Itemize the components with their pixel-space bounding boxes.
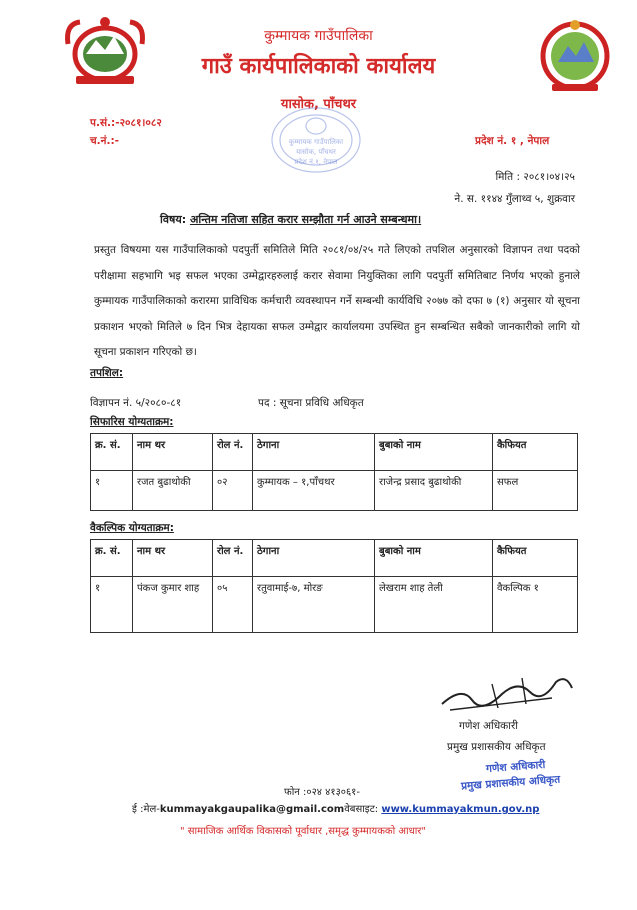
table-header-row bbox=[91, 540, 578, 577]
recommended-table bbox=[90, 433, 578, 511]
website-label: वेबसाइट: bbox=[344, 804, 379, 815]
alternate-heading: वैकल्पिक योग्यताक्रम: bbox=[90, 522, 174, 534]
reference-number: प.सं.:-२०८१।०८२ bbox=[90, 117, 162, 129]
notice-paragraph: प्रस्तुत विषयमा यस गाउँपालिकाको पदपुर्ती समितिले मिति २०८१/०४/२५ गते लिएको तपशिल अनुसारको विज्ञापन तथा पदको परीक्षामा सहभागि भइ सफल भएका उम्मेद्वारहरुलाई करार सेवामा नियुक्तिका लागि पदपुर्ती समितिबाट निर्णय भएको हुनाले कुम्मायक गाउँपालिकाको करारमा प्राविधिक कर्मचारी व्यवस्थापन गर्ने सम्बन्धी कार्यविधि २०७७ को दफा ७ (१) अनुसार यो सूचना प्रकाशन भएको मितिले ७ दिन भित्र देहायका सफल उम्मेद्वार कार्यालयमा उपस्थित हुन सम्बन्धित सबैको जानकारीको लागि यो सूचना प्रकाशन गरिएको छ। bbox=[94, 244, 580, 358]
header-cell: कैफियत bbox=[493, 540, 578, 577]
header-cell: रोल नं. bbox=[213, 434, 253, 471]
nepal-sambat-date: ने. स. ११४४ गुँलाथ्व ५, शुक्रवार bbox=[454, 193, 575, 205]
header-cell: बुबाको नाम bbox=[375, 434, 493, 471]
table-cell: १ bbox=[91, 471, 133, 511]
province: प्रदेश नं. १ , नेपाल bbox=[475, 135, 550, 147]
stamp-line-1: कुम्मायक गाउँपालिका bbox=[288, 138, 344, 146]
email-label: ई :मेल- bbox=[132, 804, 160, 815]
table-header-row bbox=[91, 434, 578, 471]
header-cell: नाम थर bbox=[133, 540, 213, 577]
table-cell: ०५ bbox=[213, 577, 253, 633]
signatory-title: प्रमुख प्रशासकीय अधिकृत bbox=[447, 741, 546, 753]
table-cell: १ bbox=[91, 577, 133, 633]
footer-slogan: " सामाजिक आर्थिक विकासको पूर्वाधार ,समृद्ध कुम्मायकको आधार" bbox=[180, 826, 426, 837]
stamp-line-3: प्रदेश नं.१, नेपाल bbox=[294, 158, 338, 166]
footer-contact bbox=[132, 801, 539, 815]
table-cell: वैकल्पिक १ bbox=[493, 577, 578, 633]
footer-phone: फोन :०२४ ४१३०६१- bbox=[284, 787, 360, 798]
header-cell: ठेगाना bbox=[253, 434, 375, 471]
details-heading: तपशिल: bbox=[90, 367, 124, 379]
table-row bbox=[91, 577, 578, 633]
header-cell: रोल नं. bbox=[213, 540, 253, 577]
table-cell: रजत बुढाथोकी bbox=[133, 471, 213, 511]
signatory-stamp-name: गणेश अधिकारी bbox=[485, 758, 546, 776]
advertisement-number: विज्ञापन नं. ५/२०८०-८१ bbox=[90, 397, 182, 409]
signatory-name: गणेश अधिकारी bbox=[459, 720, 518, 732]
office-stamp-icon bbox=[268, 104, 364, 176]
alternate-table bbox=[90, 539, 578, 633]
table-cell: सफल bbox=[493, 471, 578, 511]
municipality-name: कुम्मायक गाउँपालिका bbox=[264, 28, 373, 44]
table-cell: पंकज कुमार शाह bbox=[133, 577, 213, 633]
post-name: पद : सूचना प्रविधि अधिकृत bbox=[258, 397, 364, 409]
subject-label: विषय: bbox=[160, 213, 187, 226]
table-cell: लेखराम शाह तेली bbox=[375, 577, 493, 633]
date: मिति : २०८१।०४।२५ bbox=[495, 171, 575, 183]
header-cell: क्र. सं. bbox=[91, 540, 133, 577]
header-cell: ठेगाना bbox=[253, 540, 375, 577]
header-cell: क्र. सं. bbox=[91, 434, 133, 471]
stamp-line-2: यासोक, पाँचथर bbox=[296, 148, 336, 156]
header-cell: नाम थर bbox=[133, 434, 213, 471]
signature-icon bbox=[432, 668, 582, 718]
subject-line bbox=[160, 212, 421, 227]
table-cell: रतुवामाई-७, मोरङ bbox=[253, 577, 375, 633]
office-address: यासोक, पाँचथर bbox=[280, 97, 357, 112]
office-name: गाउँ कार्यपालिकाको कार्यालय bbox=[201, 54, 436, 79]
signatory-stamp-title: प्रमुख प्रशासकीय अधिकृत bbox=[460, 773, 561, 793]
email-link[interactable]: kummayakgaupalika@gmail.com bbox=[159, 804, 345, 815]
website-link[interactable]: www.kummayakmun.gov.np bbox=[381, 804, 540, 815]
table-row bbox=[91, 471, 578, 511]
table-cell: राजेन्द्र प्रसाद बुढाथोकी bbox=[375, 471, 493, 511]
dispatch-number: च.नं.:- bbox=[90, 135, 120, 147]
table-cell: ०२ bbox=[213, 471, 253, 511]
table-cell: कुम्मायक – १,पाँचथर bbox=[253, 471, 375, 511]
subject-text: अन्तिम नतिजा सहित करार सम्झौता गर्न आउने सम्बन्धमा। bbox=[189, 213, 422, 226]
header-cell: कैफियत bbox=[493, 434, 578, 471]
header-cell: बुबाको नाम bbox=[375, 540, 493, 577]
recommended-heading: सिफारिस योग्यताक्रम: bbox=[90, 416, 174, 428]
